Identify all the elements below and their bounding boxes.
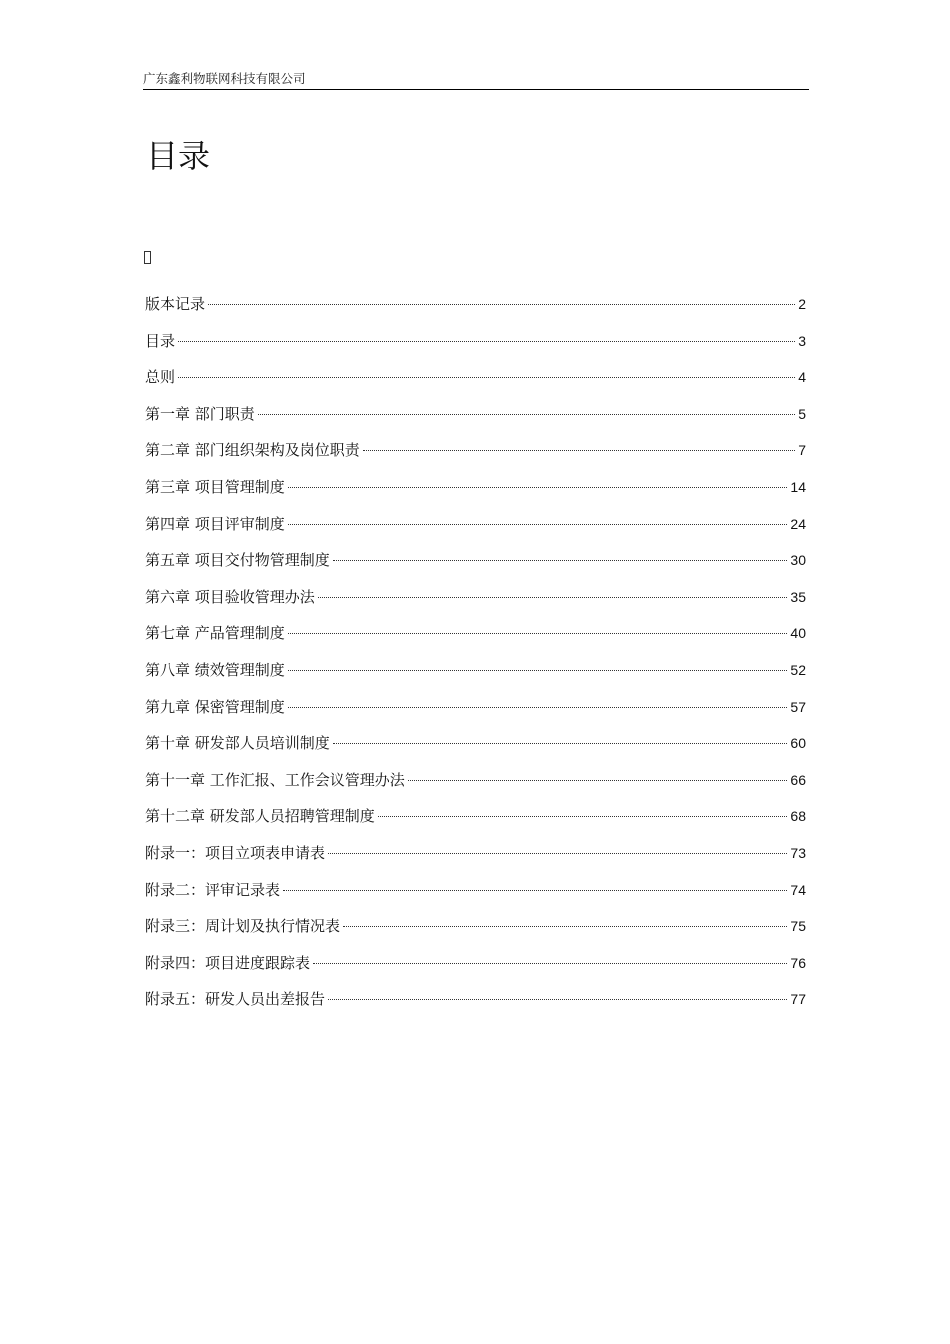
toc-entry[interactable]: [145, 696, 806, 733]
toc-entry-title: 第十二章 研发部人员招聘管理制度: [145, 807, 375, 826]
toc-dot-leader: [178, 341, 795, 342]
toc-entry-title: 版本记录: [145, 295, 206, 313]
toc-page-number: 30: [790, 552, 806, 569]
toc-entry[interactable]: [145, 366, 806, 403]
toc-page-number: 68: [790, 808, 806, 825]
toc-dot-leader: [318, 597, 788, 598]
toc-page-number: 4: [798, 369, 806, 386]
toc-dot-leader: [288, 524, 788, 525]
toc-entry[interactable]: [145, 586, 806, 623]
toc-entry-title: 第六章 项目验收管理办法: [145, 587, 315, 606]
toc-entry-title: 第七章 产品管理制度: [145, 624, 285, 643]
toc-dot-leader: [313, 963, 787, 964]
toc-dot-leader: [333, 560, 788, 561]
toc-entry-title: 附录二：评审记录表: [145, 880, 281, 899]
toc-dot-leader: [178, 377, 795, 378]
toc-entry-title: 目录: [145, 331, 176, 350]
toc-dot-leader: [208, 304, 795, 305]
toc-dot-leader: [283, 890, 787, 891]
toc-page-number: 2: [798, 296, 806, 312]
table-of-contents: [145, 293, 806, 1025]
toc-entry[interactable]: [145, 952, 806, 989]
toc-page-number: 5: [798, 405, 806, 422]
toc-entry[interactable]: [145, 769, 806, 806]
toc-entry[interactable]: [145, 293, 806, 330]
missing-glyph-icon: [144, 251, 151, 264]
toc-entry[interactable]: [145, 879, 806, 916]
toc-entry-title: 第十一章 工作汇报、工作会议管理办法: [145, 770, 405, 789]
toc-page-number: 73: [790, 844, 806, 861]
company-name: 广东鑫利物联网科技有限公司: [143, 71, 306, 86]
toc-page-number: 76: [790, 954, 806, 971]
toc-page-number: 57: [790, 698, 806, 715]
toc-entry-title: 第八章 绩效管理制度: [145, 660, 285, 679]
toc-entry[interactable]: [145, 549, 806, 586]
toc-entry[interactable]: [145, 732, 806, 769]
toc-dot-leader: [288, 487, 788, 488]
toc-entry-title: 第九章 保密管理制度: [145, 697, 285, 716]
toc-page-number: 52: [790, 661, 806, 678]
toc-dot-leader: [328, 999, 787, 1000]
toc-page-number: 40: [790, 625, 806, 642]
toc-entry[interactable]: [145, 842, 806, 879]
toc-page-number: 75: [790, 918, 806, 935]
toc-dot-leader: [288, 633, 788, 634]
toc-entry[interactable]: [145, 805, 806, 842]
toc-entry-title: 附录五：研发人员出差报告: [145, 990, 326, 1009]
toc-entry-title: 第一章 部门职责: [145, 404, 255, 423]
toc-page-number: 74: [790, 881, 806, 898]
toc-dot-leader: [258, 414, 795, 415]
page-title: 目录: [146, 137, 211, 175]
toc-entry[interactable]: [145, 476, 806, 513]
toc-entry-title: 第四章 项目评审制度: [145, 514, 285, 533]
toc-dot-leader: [288, 670, 788, 671]
toc-entry-title: 第十章 研发部人员培训制度: [145, 734, 330, 753]
toc-dot-leader: [328, 853, 787, 854]
toc-page-number: 66: [790, 771, 806, 788]
toc-dot-leader: [333, 743, 788, 744]
toc-page-number: 24: [790, 515, 806, 532]
toc-entry[interactable]: [145, 659, 806, 696]
toc-entry-title: 第二章 部门组织架构及岗位职责: [145, 441, 360, 460]
toc-dot-leader: [378, 816, 788, 817]
toc-entry[interactable]: [145, 915, 806, 952]
toc-entry-title: 附录三：周计划及执行情况表: [145, 917, 341, 936]
toc-entry[interactable]: [145, 439, 806, 476]
page-header: [143, 71, 809, 90]
toc-dot-leader: [288, 707, 788, 708]
toc-page-number: 14: [790, 478, 806, 495]
toc-page-number: 7: [798, 442, 806, 459]
toc-entry[interactable]: [145, 988, 806, 1025]
toc-entry-title: 附录一：项目立项表申请表: [145, 843, 326, 862]
toc-page-number: 77: [790, 991, 806, 1008]
toc-page-number: 35: [790, 588, 806, 605]
toc-entry-title: 总则: [145, 368, 176, 387]
toc-page-number: 60: [790, 735, 806, 752]
toc-entry[interactable]: [145, 403, 806, 440]
toc-entry-title: 第五章 项目交付物管理制度: [145, 551, 330, 570]
toc-entry-title: 附录四：项目进度跟踪表: [145, 953, 311, 972]
toc-entry-title: 第三章 项目管理制度: [145, 477, 285, 496]
toc-dot-leader: [343, 926, 787, 927]
toc-dot-leader: [408, 780, 788, 781]
toc-entry[interactable]: [145, 622, 806, 659]
toc-entry[interactable]: [145, 513, 806, 550]
toc-page-number: 3: [798, 332, 806, 349]
toc-dot-leader: [363, 450, 795, 451]
toc-entry[interactable]: [145, 330, 806, 367]
